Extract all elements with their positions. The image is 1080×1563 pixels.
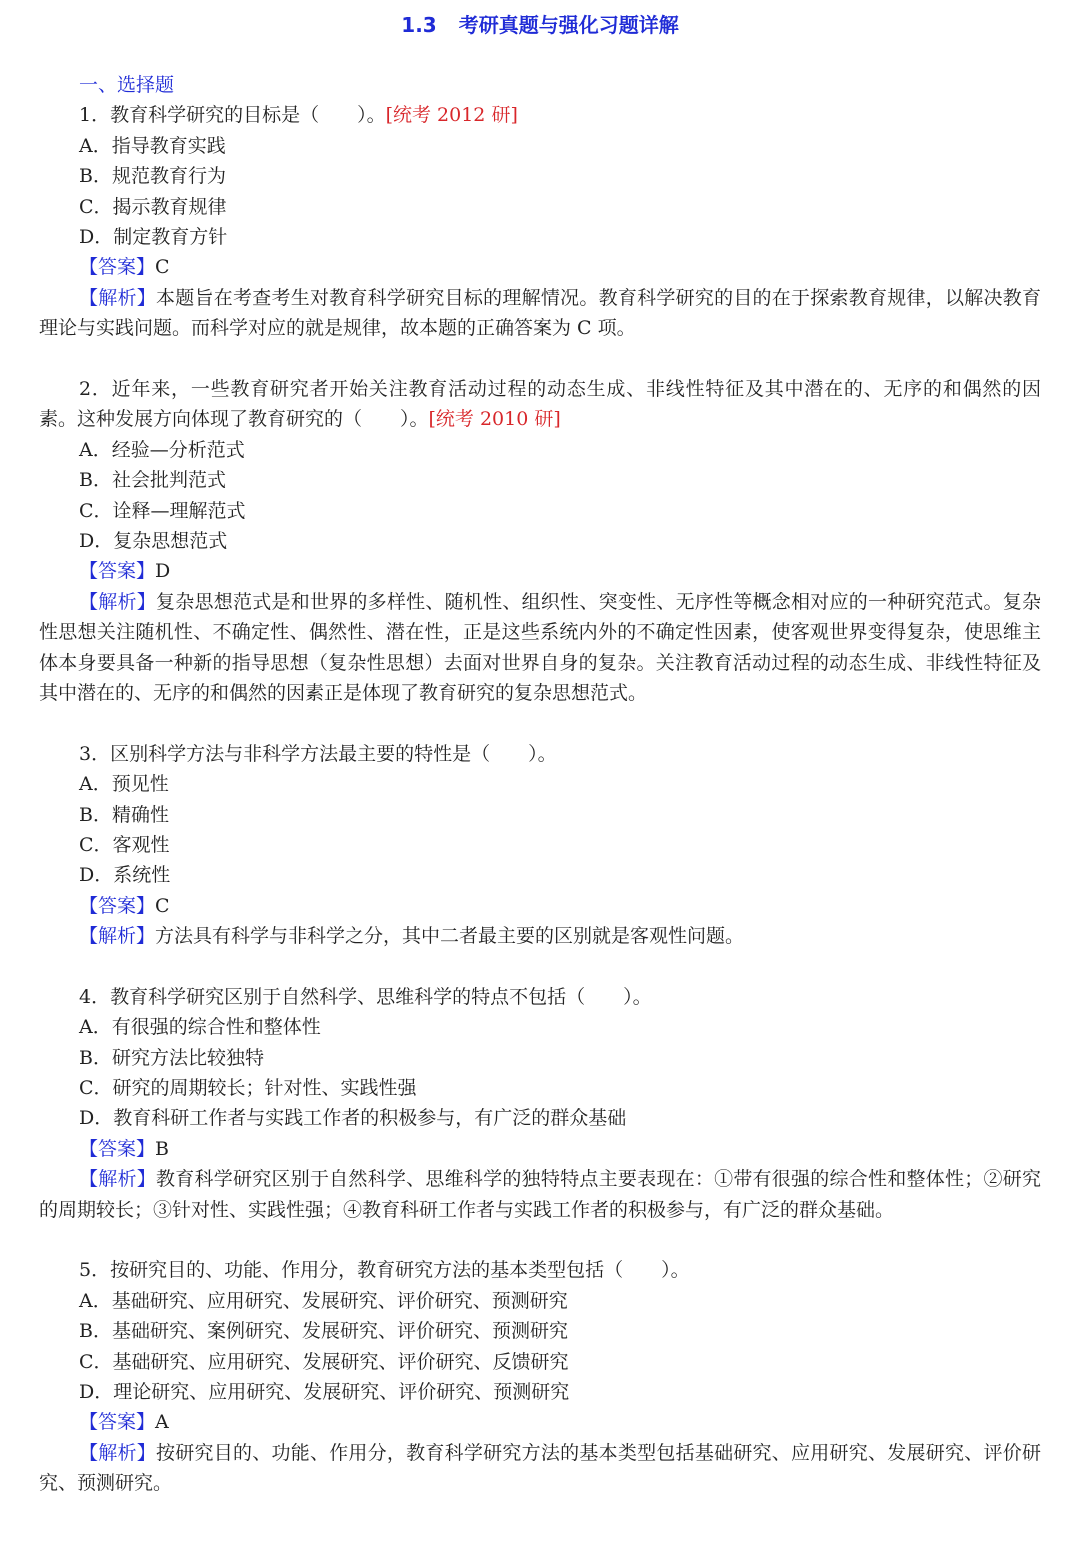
answer-value: C xyxy=(155,256,170,279)
option-d: D．制定教育方针 xyxy=(79,225,228,248)
analysis-text: 按研究目的、功能、作用分，教育科学研究方法的基本类型包括基础研究、应用研究、发展研究、评价研究、预测研究。 xyxy=(39,1441,1041,1495)
answer-tag: 【答案】 xyxy=(79,1137,156,1160)
analysis-tag: 【解析】 xyxy=(79,925,156,948)
spacer xyxy=(39,708,1041,738)
analysis-tag: 【解析】 xyxy=(79,1168,156,1191)
option-c: C．客观性 xyxy=(79,833,170,856)
question-block xyxy=(39,1255,1041,1498)
option-b: B．社会批判范式 xyxy=(79,469,226,492)
option-a: A．经验—分析范式 xyxy=(79,438,245,461)
question-source: [统考 2012 研] xyxy=(385,104,518,127)
analysis-text: 本题旨在考查考生对教育科学研究目标的理解情况。教育科学研究的目的在于探索教育规律，以解决教育理论与实践问题。而科学对应的就是规律，故本题的正确答案为 C 项。 xyxy=(39,286,1041,340)
analysis-paragraph xyxy=(39,921,1041,951)
question-stem xyxy=(39,100,1041,130)
answer-line xyxy=(39,252,1041,282)
question-stem: 5．按研究目的、功能、作用分，教育研究方法的基本类型包括（ ）。 xyxy=(79,1259,690,1282)
analysis-paragraph xyxy=(39,283,1041,344)
answer-tag: 【答案】 xyxy=(79,256,156,279)
option-b: B．基础研究、案例研究、发展研究、评价研究、预测研究 xyxy=(79,1320,568,1343)
page-title xyxy=(0,8,1080,42)
option-d: D．系统性 xyxy=(79,864,171,887)
analysis-paragraph xyxy=(39,1438,1041,1499)
analysis-text: 方法具有科学与非科学之分，其中二者最主要的区别就是客观性问题。 xyxy=(155,925,745,948)
answer-line xyxy=(39,556,1041,586)
analysis-paragraph xyxy=(39,587,1041,709)
analysis-tag: 【解析】 xyxy=(79,590,156,613)
answer-line xyxy=(39,891,1041,921)
section-heading: 一、选择题 xyxy=(79,74,175,96)
analysis-text: 教育科学研究区别于自然科学、思维科学的独特特点主要表现在：①带有很强的综合性和整体性；②研究的周期较长；③针对性、实践性强；④教育科研工作者与实践工作者的积极参与，有广泛的群众基础。 xyxy=(39,1168,1041,1221)
analysis-tag: 【解析】 xyxy=(79,1441,156,1464)
answer-value: B xyxy=(155,1137,169,1160)
answer-line xyxy=(39,1134,1041,1164)
option-a: A．有很强的综合性和整体性 xyxy=(79,1016,321,1039)
option-c: C．诠释—理解范式 xyxy=(79,499,246,522)
question-block xyxy=(39,374,1041,708)
spacer xyxy=(39,951,1041,981)
option-d: D．教育科研工作者与实践工作者的积极参与，有广泛的群众基础 xyxy=(79,1107,627,1130)
spacer xyxy=(39,344,1041,374)
option-c: C．研究的周期较长；针对性、实践性强 xyxy=(79,1077,417,1100)
analysis-paragraph xyxy=(39,1164,1041,1225)
question-block xyxy=(39,100,1041,343)
option-c: C．基础研究、应用研究、发展研究、评价研究、反馈研究 xyxy=(79,1350,569,1373)
question-stem xyxy=(39,374,1041,435)
option-d: D．理论研究、应用研究、发展研究、评价研究、预测研究 xyxy=(79,1380,570,1403)
answer-tag: 【答案】 xyxy=(79,560,156,583)
option-d: D．复杂思想范式 xyxy=(79,529,228,552)
analysis-text: 复杂思想范式是和世界的多样性、随机性、组织性、突变性、无序性等概念相对应的一种研究范式。复杂性思想关注随机性、不确定性、偶然性、潜在性，正是这些系统内外的不确定性因素，使客观世界变得复杂，使思维主体本身要具备一种新的指导思想（复杂性思想）去面对世界自身的复杂。关注教育活动过程的动态生成、非线性特征及其中潜在的、无序的和偶然的因素正是体现了教育研究的复杂思想范式。 xyxy=(39,590,1041,704)
option-a: A．指导教育实践 xyxy=(79,134,226,157)
analysis-tag: 【解析】 xyxy=(79,286,156,309)
question-source: [统考 2010 研] xyxy=(428,408,561,431)
question-block xyxy=(39,739,1041,952)
answer-value: A xyxy=(155,1411,169,1434)
stem-text: 1．教育科学研究的目标是（ ）。 xyxy=(79,104,386,127)
option-a: A．基础研究、应用研究、发展研究、评价研究、预测研究 xyxy=(79,1289,568,1312)
spacer xyxy=(39,1225,1041,1255)
question-stem: 3．区别科学方法与非科学方法最主要的特性是（ ）。 xyxy=(79,742,557,765)
question-block xyxy=(39,982,1041,1225)
option-c: C．揭示教育规律 xyxy=(79,195,227,218)
answer-tag: 【答案】 xyxy=(79,1411,156,1434)
answer-value: C xyxy=(155,894,170,917)
title-text: 考研真题与强化习题详解 xyxy=(458,13,679,37)
answer-value: D xyxy=(155,560,171,583)
option-b: B．研究方法比较独特 xyxy=(79,1046,264,1069)
title-number: 1.3 xyxy=(401,13,437,37)
question-stem: 4．教育科学研究区别于自然科学、思维科学的特点不包括（ ）。 xyxy=(79,985,652,1008)
option-a: A．预见性 xyxy=(79,773,169,796)
content xyxy=(39,70,1041,1499)
option-b: B．精确性 xyxy=(79,803,169,826)
stem-text: 2．近年来，一些教育研究者开始关注教育活动过程的动态生成、非线性特征及其中潜在的、无序的和偶然的因素。这种发展方向体现了教育研究的（ ）。 xyxy=(39,377,1041,431)
option-b: B．规范教育行为 xyxy=(79,165,226,188)
answer-tag: 【答案】 xyxy=(79,894,156,917)
answer-line xyxy=(39,1407,1041,1437)
